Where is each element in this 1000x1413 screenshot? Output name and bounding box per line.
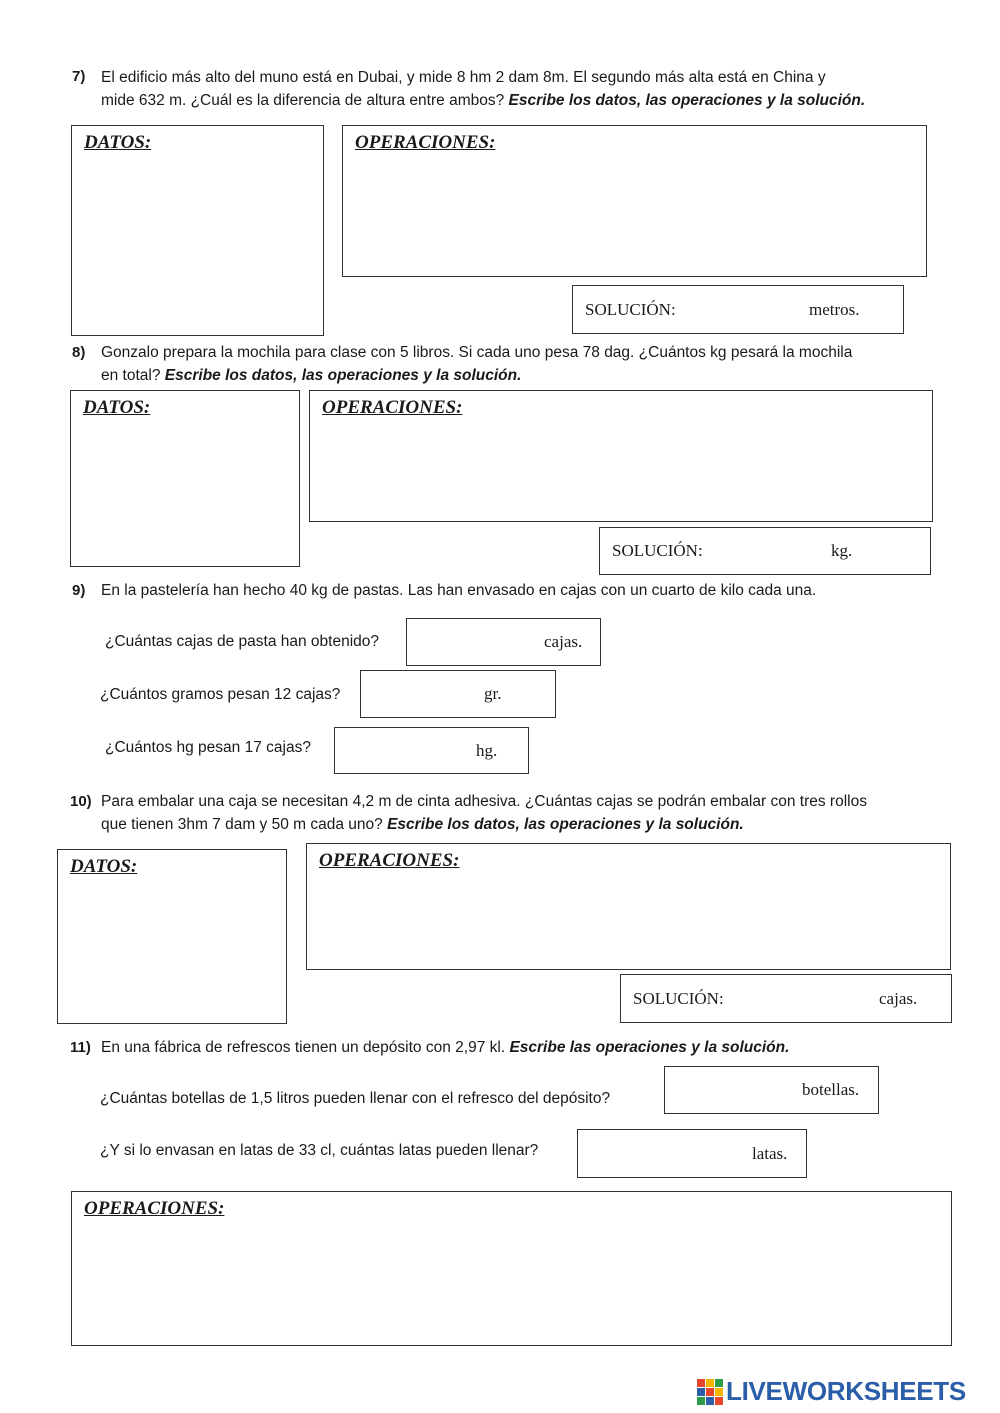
question-10-number: 10) (70, 793, 92, 810)
solucion-label: SOLUCIÓN: (612, 541, 703, 560)
operaciones-heading: OPERACIONES: (355, 132, 496, 153)
q11-unit-1: botellas. (802, 1080, 860, 1099)
q11-operaciones-box[interactable] (71, 1191, 952, 1346)
question-10-instruction: Escribe los datos, las operaciones y la solución. (387, 816, 744, 833)
operaciones-heading: OPERACIONES: (322, 397, 463, 418)
q9-unit-1: cajas. (544, 632, 583, 651)
q10-operaciones-box[interactable] (306, 843, 951, 970)
question-7-text (101, 66, 921, 112)
question-10-text (101, 790, 931, 836)
q8-solucion-box[interactable] (599, 527, 931, 575)
q10-datos-box[interactable] (57, 849, 287, 1024)
q8-unit: kg. (831, 541, 853, 560)
logo-square (715, 1379, 723, 1387)
q7-unit: metros. (809, 299, 860, 319)
logo-square (715, 1388, 723, 1396)
q11-subquestion-2: ¿Y si lo envasan en latas de 33 cl, cuántas latas pueden llenar? (100, 1142, 539, 1159)
operaciones-heading: OPERACIONES: (84, 1198, 225, 1219)
q9-unit-2: gr. (484, 684, 502, 703)
operaciones-heading: OPERACIONES: (319, 850, 460, 871)
datos-heading: DATOS: (83, 397, 151, 418)
q7-operaciones-box[interactable] (342, 125, 927, 277)
solucion-label: SOLUCIÓN: (633, 988, 724, 1008)
question-8-line2 (101, 364, 921, 387)
logo-square (706, 1388, 714, 1396)
q7-datos-box[interactable] (71, 125, 324, 336)
q9-subquestion-2: ¿Cuántos gramos pesan 12 cajas? (100, 686, 341, 703)
q10-solucion-box[interactable] (620, 974, 952, 1023)
q10-unit: cajas. (879, 988, 918, 1008)
question-11-number: 11) (70, 1039, 91, 1056)
question-8-line2-text: en total? (101, 367, 161, 384)
question-8-instruction: Escribe los datos, las operaciones y la solución. (164, 367, 522, 384)
question-9-line1: En la pastelería han hecho 40 kg de pastas. Las han envasado en cajas con un cuarto de kilo cada una. (101, 582, 817, 599)
q8-datos-box[interactable] (70, 390, 300, 567)
question-7-instruction: Escribe los datos, las operaciones y la solución. (508, 92, 866, 109)
question-7-number: 7) (72, 68, 86, 85)
logo-square (697, 1388, 705, 1396)
q7-solucion-box[interactable] (572, 285, 904, 334)
question-9-number: 9) (72, 582, 86, 599)
q9-answer-box-3[interactable] (334, 727, 529, 774)
q9-answer-box-2[interactable] (360, 670, 556, 718)
question-7-line1: El edificio más alto del muno está en Dubai, y mide 8 hm 2 dam 8m. El segundo más alta está en China y (101, 69, 826, 86)
q9-subquestion-1: ¿Cuántas cajas de pasta han obtenido? (105, 633, 380, 650)
solucion-label: SOLUCIÓN: (585, 299, 676, 319)
brand-name: LIVEWORKSHEETS (726, 1376, 966, 1406)
q9-answer-box-1[interactable] (406, 618, 601, 666)
q9-subquestion-3: ¿Cuántos hg pesan 17 cajas? (105, 739, 311, 756)
question-10-line2-text: que tienen 3hm 7 dam y 50 m cada uno? (101, 816, 383, 833)
question-8-text (101, 341, 921, 387)
question-7-line2-text: mide 632 m. ¿Cuál es la diferencia de altura entre ambos? (101, 92, 505, 109)
logo-square (706, 1397, 714, 1405)
q11-unit-2: latas. (752, 1143, 788, 1163)
question-11-text (101, 1036, 931, 1059)
question-11-instruction: Escribe las operaciones y la solución. (509, 1039, 790, 1056)
logo-square (697, 1379, 705, 1387)
q8-operaciones-box[interactable] (309, 390, 933, 522)
logo-square (715, 1397, 723, 1405)
logo-square (697, 1397, 705, 1405)
question-8-number: 8) (72, 344, 86, 361)
q11-answer-box-1[interactable] (664, 1066, 879, 1114)
logo-mark-icon (697, 1379, 723, 1405)
logo-square (706, 1379, 714, 1387)
q11-answer-box-2[interactable] (577, 1129, 807, 1178)
q11-subquestion-1: ¿Cuántas botellas de 1,5 litros pueden llenar con el refresco del depósito? (100, 1090, 611, 1107)
question-10-line2 (101, 813, 931, 836)
datos-heading: DATOS: (70, 856, 138, 877)
question-7-line2 (101, 89, 921, 112)
question-11-line1-text: En una fábrica de refrescos tienen un depósito con 2,97 kl. (101, 1039, 506, 1056)
liveworksheets-logo (697, 1376, 966, 1407)
datos-heading: DATOS: (84, 132, 152, 153)
question-10-line1: Para embalar una caja se necesitan 4,2 m de cinta adhesiva. ¿Cuántas cajas se podrán embalar con tres rollos (101, 793, 867, 810)
question-8-line1: Gonzalo prepara la mochila para clase con 5 libros. Si cada uno pesa 78 dag. ¿Cuántos kg pesará la mochila (101, 344, 853, 361)
q9-unit-3: hg. (476, 740, 498, 760)
